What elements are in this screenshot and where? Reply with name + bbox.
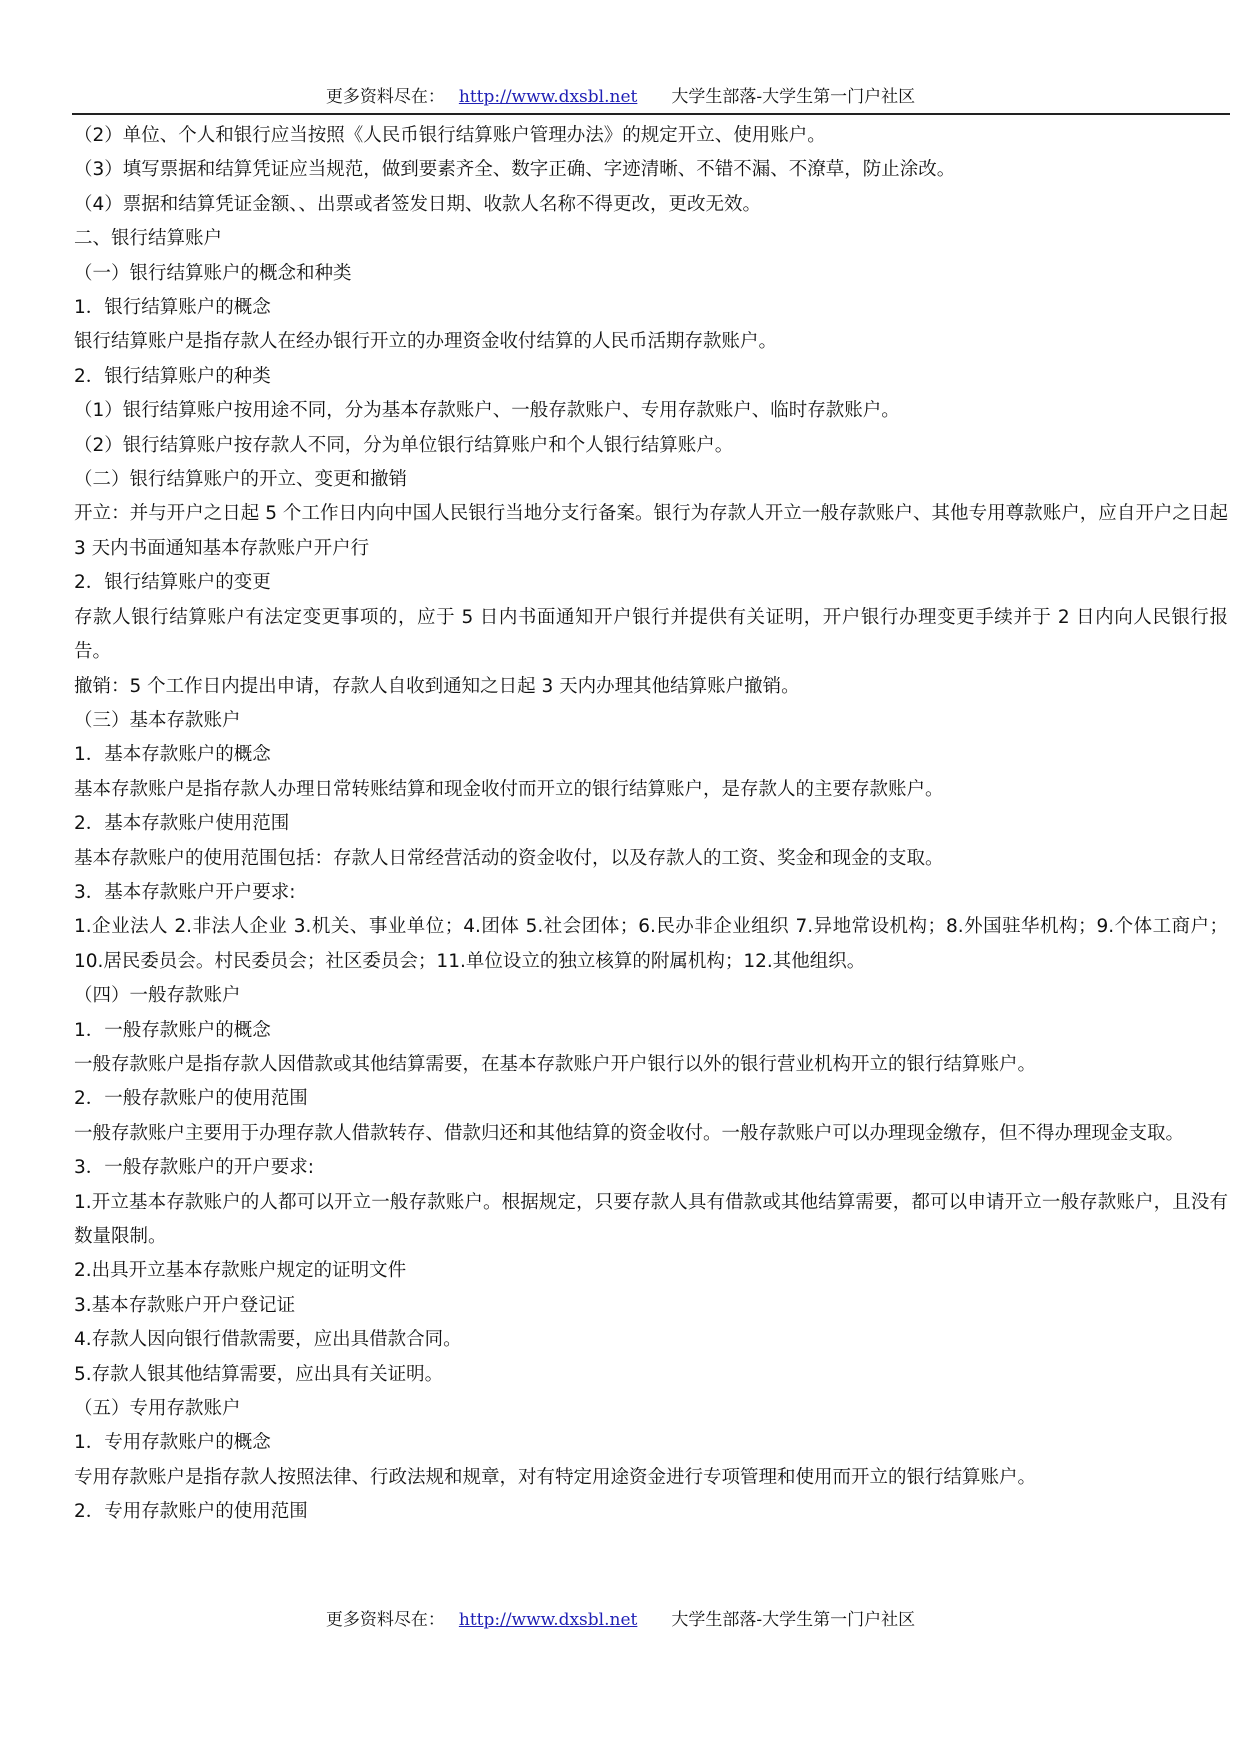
document-body (74, 119, 1228, 1530)
item-heading: 2．银行结算账户的种类 (74, 365, 271, 387)
item-heading: 2．银行结算账户的变更 (74, 572, 271, 594)
section-heading: 二、银行结算账户 (74, 228, 223, 250)
footer-site: 大学生部落-大学生第一门户社区 (671, 1610, 916, 1630)
paragraph: （4）票据和结算凭证金额、、出票或者签发日期、收款人名称不得更改，更改无效。 (74, 193, 762, 215)
subsection-heading: （三）基本存款账户 (74, 709, 241, 731)
header-prefix: 更多资料尽在： (325, 87, 445, 107)
paragraph: 一般存款账户主要用于办理存款人借款转存、借款归还和其他结算的资金收付。一般存款账户可以办理现金缴存，但不得办理现金支取。 (74, 1122, 1185, 1144)
item-heading: 1．银行结算账户的概念 (74, 297, 271, 319)
item-heading: 2．专用存款账户的使用范围 (74, 1501, 308, 1523)
item-heading: 1．基本存款账户的概念 (74, 744, 271, 766)
header-link[interactable]: http://www.dxsbl.net (458, 87, 638, 107)
subsection-heading: （一）银行结算账户的概念和种类 (74, 262, 352, 284)
paragraph: （1）银行结算账户按用途不同，分为基本存款账户、一般存款账户、专用存款账户、临时存款账户。 (74, 400, 900, 422)
paragraph: （2）单位、个人和银行应当按照《人民币银行结算账户管理办法》的规定开立、使用账户。 (74, 125, 826, 146)
item-heading: 2．一般存款账户的使用范围 (74, 1088, 308, 1110)
paragraph: 撤销：5 个工作日内提出申请，存款人自收到通知之日起 3 天内办理其他结算账户撤销。 (74, 675, 800, 697)
paragraph: 专用存款账户是指存款人按照法律、行政法规和规章，对有特定用途资金进行专项管理和使用而开立的银行结算账户。 (74, 1466, 1037, 1488)
item-heading: 1．一般存款账户的概念 (74, 1019, 271, 1041)
header-site: 大学生部落-大学生第一门户社区 (671, 87, 916, 107)
subsection-heading: （四）一般存款账户 (74, 985, 241, 1007)
header-divider (72, 113, 1230, 115)
paragraph: 1.企业法人 2.非法人企业 3.机关、事业单位；4.团体 5.社会团体；6.民办非企业组织 7.异地常设机构；8.外国驻华机构；9.个体工商户；10.居民委员会。村民委员会；社区委员会；11.单位设立的独立核算的附属机构；12.其他组织。 (74, 916, 1228, 972)
paragraph: （2）银行结算账户按存款人不同，分为单位银行结算账户和个人银行结算账户。 (74, 434, 734, 456)
item-heading: 3．基本存款账户开户要求: (74, 881, 296, 903)
item-heading: 1．专用存款账户的概念 (74, 1432, 271, 1454)
paragraph: 银行结算账户是指存款人在经办银行开立的办理资金收付结算的人民币活期存款账户。 (74, 331, 778, 353)
paragraph: （3）填写票据和结算凭证应当规范，做到要素齐全、数字正确、字迹清晰、不错不漏、不潦草，防止涂改。 (74, 159, 956, 181)
item-heading: 3．一般存款账户的开户要求: (74, 1157, 315, 1179)
paragraph: 2.出具开立基本存款账户规定的证明文件 (74, 1260, 407, 1282)
subsection-heading: （二）银行结算账户的开立、变更和撤销 (74, 469, 408, 491)
footer-link[interactable]: http://www.dxsbl.net (458, 1610, 638, 1630)
paragraph: 开立：并与开户之日起 5 个工作日内向中国人民银行当地分支行备案。银行为存款人开立一般存款账户、其他专用尊款账户，应自开户之日起 3 天内书面通知基本存款账户开户行 (74, 503, 1228, 559)
paragraph: 基本存款账户的使用范围包括：存款人日常经营活动的资金收付，以及存款人的工资、奖金和现金的支取。 (74, 847, 944, 869)
subsection-heading: （五）专用存款账户 (74, 1398, 241, 1420)
page-header (0, 86, 1241, 108)
paragraph: 存款人银行结算账户有法定变更事项的，应于 5 日内书面通知开户银行并提供有关证明，开户银行办理变更手续并于 2 日内向人民银行报告。 (74, 606, 1228, 663)
paragraph: 3.基本存款账户开户登记证 (74, 1294, 296, 1316)
paragraph: 一般存款账户是指存款人因借款或其他结算需要，在基本存款账户开户银行以外的银行营业机构开立的银行结算账户。 (74, 1053, 1037, 1075)
footer-prefix: 更多资料尽在： (325, 1610, 445, 1630)
paragraph: 5.存款人银其他结算需要，应出具有关证明。 (74, 1363, 444, 1385)
page-footer (0, 1609, 1241, 1631)
paragraph: 基本存款账户是指存款人办理日常转账结算和现金收付而开立的银行结算账户，是存款人的主要存款账户。 (74, 778, 944, 800)
item-heading: 2．基本存款账户使用范围 (74, 813, 290, 835)
paragraph: 4.存款人因向银行借款需要，应出具借款合同。 (74, 1329, 462, 1351)
paragraph: 1.开立基本存款账户的人都可以开立一般存款账户。根据规定，只要存款人具有借款或其他结算需要，都可以申请开立一般存款账户，且没有数量限制。 (74, 1191, 1228, 1247)
